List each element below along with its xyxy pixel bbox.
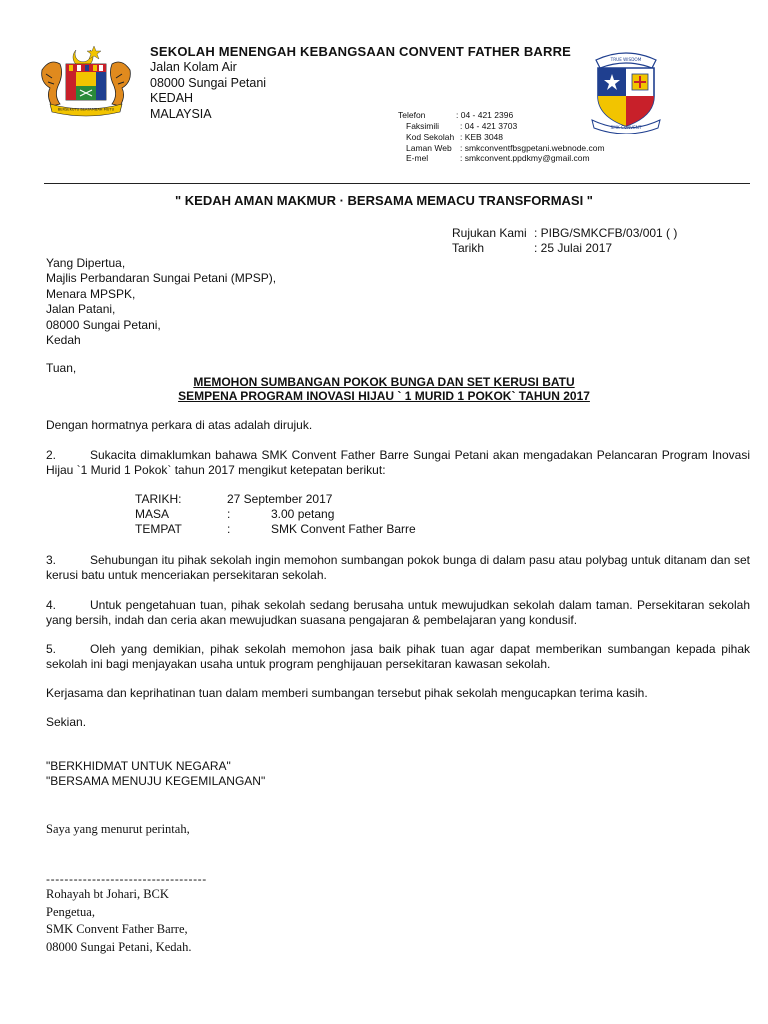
contact-label: Telefon (398, 110, 426, 120)
contact-block-2 (406, 121, 605, 164)
contact-label: E-mel (406, 153, 429, 164)
paragraph-number: 2. (46, 448, 57, 462)
paragraph-text: Oleh yang demikian, pihak sekolah memohon jasa baik pihak tuan agar dapat memberikan sumbangan kepada pihak sekolah ini bagi menjayakan usaha untuk program penghijauan persekitaran kawasan sekolah. (46, 642, 750, 671)
detail-row-tarikh (135, 492, 416, 507)
opening-paragraph: Dengan hormatnya perkara di atas adalah dirujuk. (46, 418, 313, 432)
detail-row-masa (135, 507, 416, 522)
rujukan-value: : PIBG/SMKCFB/03/001 ( ) (534, 226, 678, 240)
contact-value: : smkconvent.ppdkmy@gmail.com (460, 153, 590, 164)
slogan-line: "BERKHIDMAT UNTUK NEGARA" (46, 759, 231, 773)
reference-block (452, 226, 677, 256)
paragraph-number: 5. (46, 642, 57, 656)
tarikh-value: : 25 Julai 2017 (534, 241, 613, 255)
detail-colon: : (227, 522, 231, 536)
detail-value: SMK Convent Father Barre (271, 522, 416, 536)
contact-laman-web (406, 143, 605, 154)
recipient-line: Menara MPSPK, (46, 286, 136, 301)
contact-label: Laman Web (406, 142, 452, 153)
paragraph-5 (46, 642, 750, 672)
paragraph-4 (46, 598, 750, 628)
svg-text:SMK CONVENT: SMK CONVENT (610, 125, 642, 130)
date-row (452, 241, 677, 256)
coat-of-arms-logo (36, 42, 136, 118)
contact-block (398, 110, 513, 121)
rujukan-label: Rujukan Kami (452, 226, 527, 240)
address-line: MALAYSIA (150, 106, 212, 121)
detail-label: TEMPAT (135, 522, 182, 536)
detail-label: TARIKH: (135, 492, 182, 506)
salutation: Tuan, (46, 361, 77, 375)
paragraph-text: Sukacita dimaklumkan bahawa SMK Convent Father Barre Sungai Petani akan mengadakan Pelancaran Program Inovasi Hijau `1 Murid 1 Pokok` tahun 2017 mengikut ketepatan berikut: (46, 448, 750, 477)
detail-row-tempat (135, 522, 416, 537)
signatory-name: Rohayah bt Johari, BCK (46, 887, 169, 901)
subject-line: SEMPENA PROGRAM INOVASI HIJAU ` 1 MURID 1 POKOK` TAHUN 2017 (178, 389, 590, 403)
slogans (46, 759, 750, 789)
paragraph-text: Untuk pengetahuan tuan, pihak sekolah sedang berusaha untuk mewujudkan sekolah dalam taman. Persekitaran sekolah yang bersih, indah dan ceria akan mewujudkan suasana pengajaran & pembelajaran yang kondusif. (46, 598, 750, 627)
header-divider (44, 183, 750, 184)
contact-telefon (398, 110, 513, 121)
paragraph-number: 3. (46, 553, 57, 567)
slogan-line: "BERSAMA MENUJU KEGEMILANGAN" (46, 774, 266, 788)
reference-row (452, 226, 677, 241)
state-motto: " KEDAH AMAN MAKMUR · BERSAMA MEMACU TRANSFORMASI " (175, 193, 593, 208)
detail-value: 3.00 petang (271, 507, 335, 521)
contact-value: : KEB 3048 (460, 131, 504, 142)
paragraph-3 (46, 553, 750, 583)
school-name: SEKOLAH MENENGAH KEBANGSAAN CONVENT FATHER BARRE (150, 44, 572, 59)
paragraph-number: 4. (46, 598, 57, 612)
contact-kod-sekolah (406, 132, 605, 143)
detail-label: MASA (135, 507, 170, 521)
school-address (150, 60, 266, 122)
recipient-address (46, 256, 276, 348)
letter-subject (0, 375, 768, 403)
recipient-line: Majlis Perbandaran Sungai Petani (MPSP), (46, 271, 277, 286)
recipient-line: Yang Dipertua, (46, 256, 126, 270)
signatory-block (46, 886, 191, 956)
contact-label: Kod Sekolah (406, 131, 455, 142)
paragraph-text: Sehubungan itu pihak sekolah ingin memohon sumbangan pokok bunga di dalam pasu atau polybag untuk ditanam dan set kerusi batu untuk menceriakan persekitaran sekolah. (46, 553, 750, 582)
contact-value: : smkconventfbsgpetani.webnode.com (460, 142, 605, 153)
tarikh-label: Tarikh (452, 241, 485, 255)
signatory-school: SMK Convent Father Barre, (46, 922, 188, 936)
signature-line: ----------------------------------- (46, 872, 207, 886)
svg-text:BERSEKUTU BERTAMBAH MUTU: BERSEKUTU BERTAMBAH MUTU (57, 107, 115, 112)
detail-colon: : (227, 507, 231, 521)
svg-text:TRUE WISDOM: TRUE WISDOM (610, 57, 642, 62)
saya-yang-menurut-perintah: Saya yang menurut perintah, (46, 822, 190, 836)
signatory-title: Pengetua, (46, 904, 95, 919)
address-line: 08000 Sungai Petani (150, 75, 267, 90)
contact-value: : 04 - 421 2396 (456, 110, 514, 120)
paragraph-2 (46, 448, 750, 478)
recipient-line: Kedah (46, 333, 81, 348)
signatory-address: 08000 Sungai Petani, Kedah. (46, 939, 192, 954)
address-line: KEDAH (150, 91, 194, 105)
closing-paragraph: Kerjasama dan keprihatinan tuan dalam memberi sumbangan tersebut pihak sekolah mengucapkan terima kasih. (46, 686, 648, 700)
contact-email (406, 153, 605, 164)
detail-value: 27 September 2017 (227, 492, 333, 506)
address-line: Jalan Kolam Air (150, 60, 237, 74)
sekian: Sekian. (46, 715, 87, 729)
recipient-line: 08000 Sungai Petani, (46, 317, 161, 332)
event-details (135, 492, 416, 537)
subject-line: MEMOHON SUMBANGAN POKOK BUNGA DAN SET KERUSI BATU (193, 375, 575, 389)
contact-label: Faksimili (406, 121, 440, 131)
recipient-line: Jalan Patani, (46, 302, 116, 317)
contact-faksimili (406, 121, 605, 132)
contact-value: : 04 - 421 3703 (460, 121, 518, 131)
